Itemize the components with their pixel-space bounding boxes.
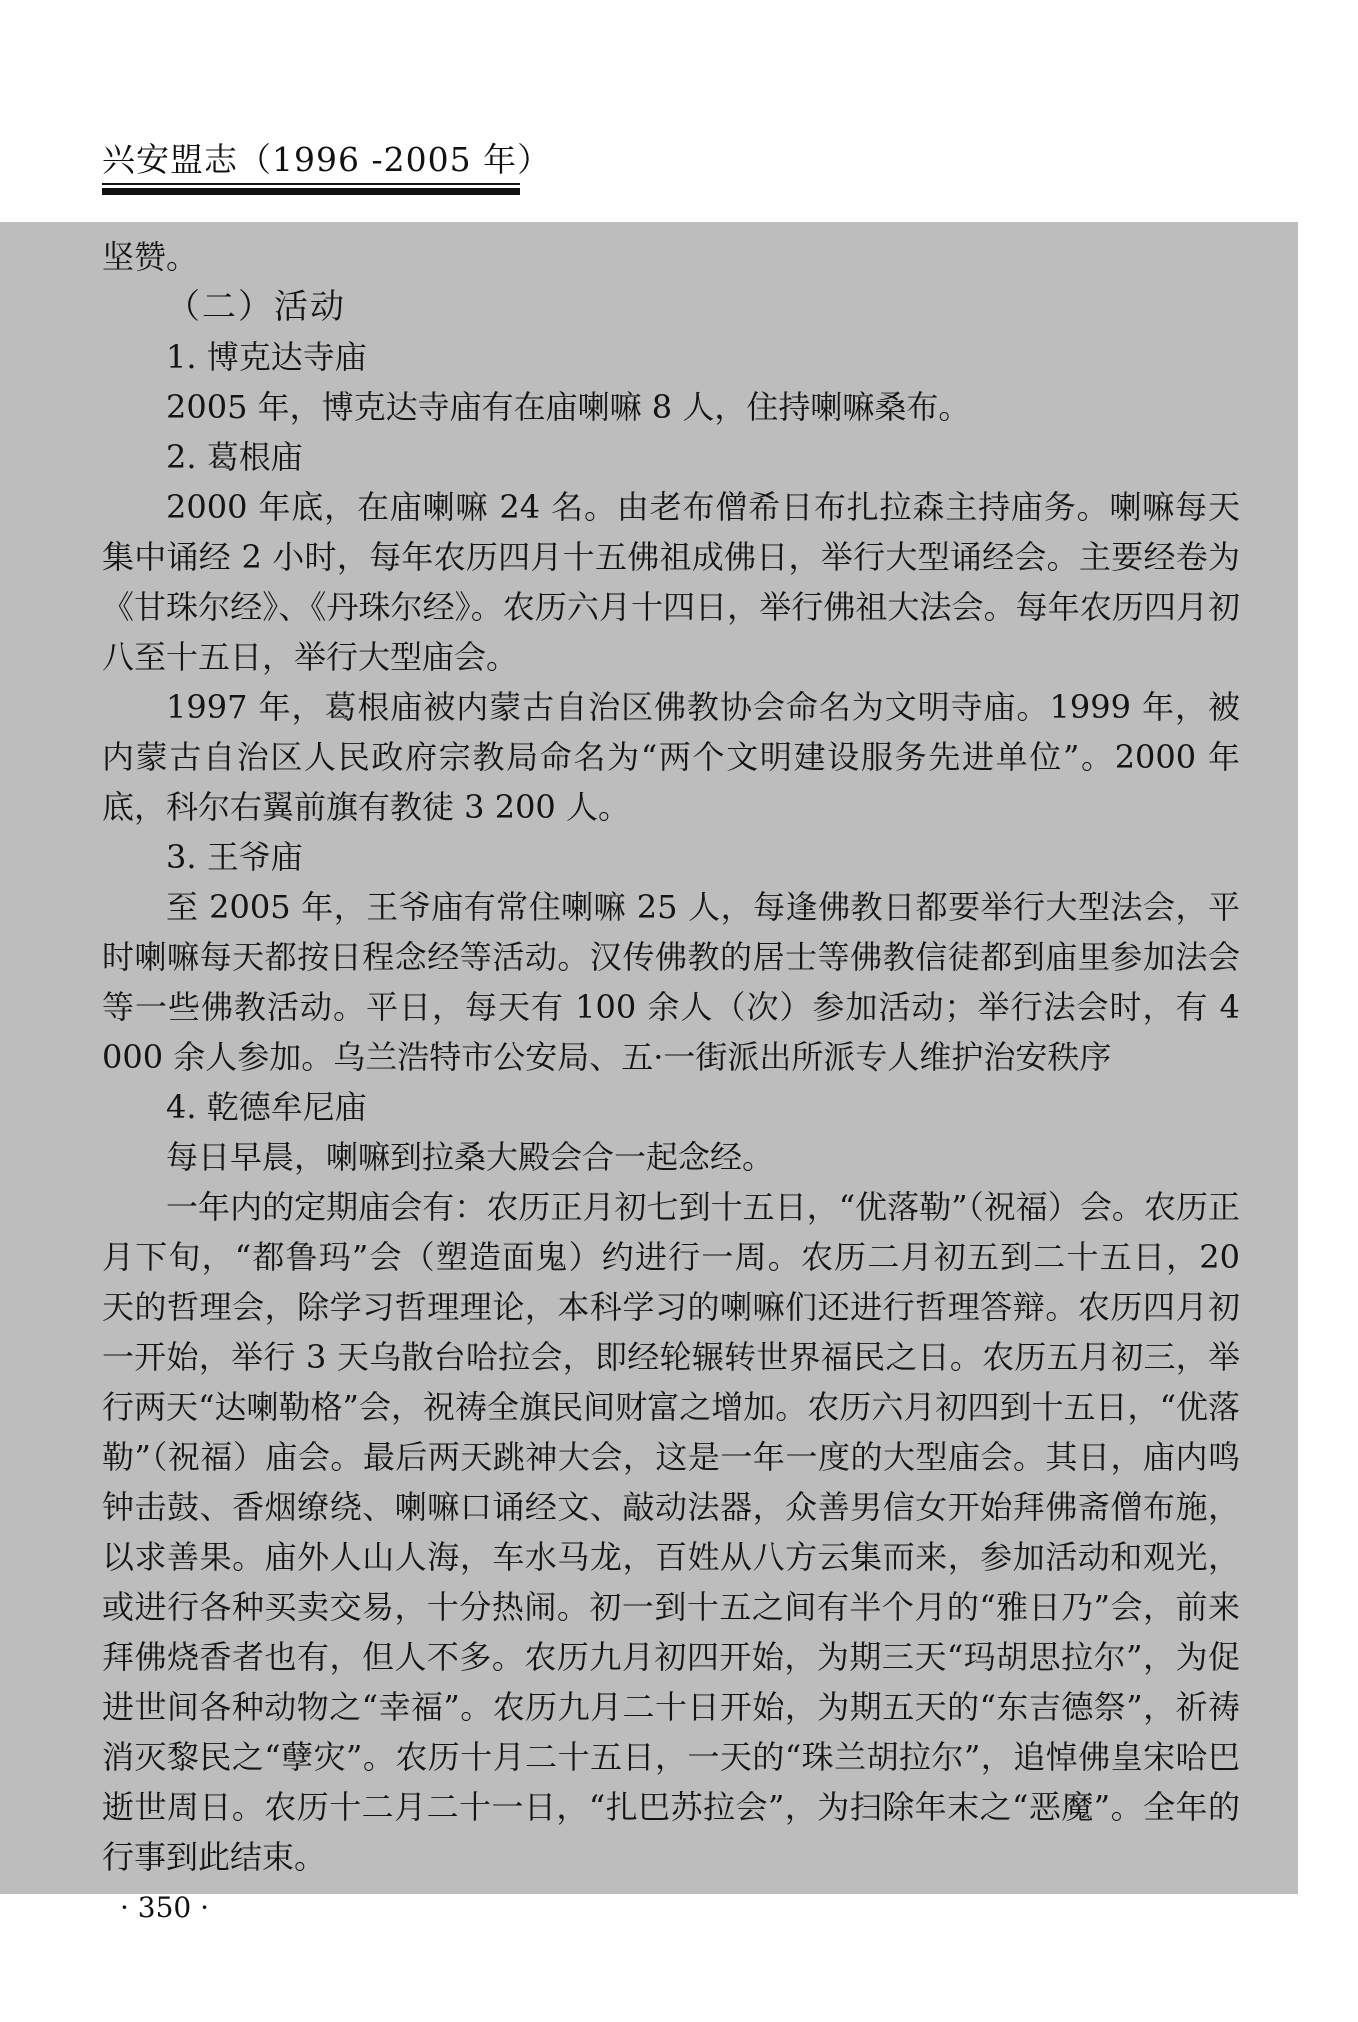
- paragraph-qiande-festivals: 一年内的定期庙会有：农历正月初七到十五日，“优落勒”（祝福）会。农历正月下旬，“都鲁玛”会（塑造面鬼）约进行一周。农历二月初五到二十五日，20 天的哲理会，除学习哲理理论，本科学习的喇嘛们还进行哲理答辩。农历四月初一开始，举行 3 天乌散台哈拉会，即经轮辗转世界福民之日。农历五月初三，举行两天“达喇勒格”会，祝祷全旗民间财富之增加。农历六月初四到十五日，“优落勒”（祝福）庙会。最后两天跳神大会，这是一年一度的大型庙会。其日，庙内鸣钟击鼓、香烟缭绕、喇嘛口诵经文、敲动法器，众善男信女开始拜佛斋僧布施，以求善果。庙外人山人海，车水马龙，百姓从八方云集而来，参加活动和观光，或进行各种买卖交易，十分热闹。初一到十五之间有半个月的“雅日乃”会，前来拜佛烧香者也有，但人不多。农历九月初四开始，为期三天“玛胡思拉尔”，为促进世间各种动物之“幸福”。农历九月二十日开始，为期五天的“东吉德祭”，祈祷消灭黎民之“孽灾”。农历十月二十五日，一天的“珠兰胡拉尔”，追悼佛皇宋哈巴逝世周日。农历十二月二十一日，“扎巴苏拉会”，为扫除年末之“恶魔”。全年的行事到此结束。: [102, 1188, 1240, 1876]
- paragraph-bokeda-temple: 2005 年，博克达寺庙有在庙喇嘛 8 人，住持喇嘛桑布。: [166, 388, 971, 426]
- header-rule-thin: [102, 183, 520, 185]
- subheading-gegen-temple: 2. 葛根庙: [166, 438, 303, 476]
- paragraph-wangye-temple: 至 2005 年，王爷庙有常住喇嘛 25 人，每逢佛教日都要举行大型法会，平时喇嘛每天都按日程念经等活动。汉传佛教的居士等佛教信徒都到庙里参加法会等一些佛教活动。平日，每天有 100 余人（次）参加活动；举行法会时，有 4 000 余人参加。乌兰浩特市公安局、五·一街派出所派专人维护治安秩序: [102, 888, 1240, 1076]
- running-header: 兴安盟志（1996 -2005 年）: [102, 140, 552, 179]
- subheading-bokeda-temple: 1. 博克达寺庙: [166, 338, 367, 376]
- subheading-qiande-temple: 4. 乾德牟尼庙: [166, 1088, 367, 1126]
- header-rule-thick: [102, 188, 520, 195]
- page-number: · 350 ·: [120, 1891, 210, 1924]
- paragraph-continuation: 坚赞。: [102, 238, 199, 276]
- paragraph-gegen-temple-activities: 2000 年底，在庙喇嘛 24 名。由老布僧希日布扎拉森主持庙务。喇嘛每天集中诵经 2 小时，每年农历四月十五佛祖成佛日，举行大型诵经会。主要经卷为《甘珠尔经》、《丹珠尔经》。农历六月十四日，举行佛祖大法会。每年农历四月初八至十五日，举行大型庙会。: [102, 488, 1240, 676]
- body-text: [102, 232, 1240, 1882]
- paragraph-gegen-temple-honors: 1997 年，葛根庙被内蒙古自治区佛教协会命名为文明寺庙。1999 年，被内蒙古自治区人民政府宗教局命名为“两个文明建设服务先进单位”。2000 年底，科尔右翼前旗有教徒 3 200 人。: [102, 688, 1240, 826]
- section-heading: （二）活动: [166, 287, 346, 327]
- subheading-wangye-temple: 3. 王爷庙: [166, 838, 303, 876]
- paragraph-qiande-daily: 每日早晨，喇嘛到拉桑大殿会合一起念经。: [166, 1138, 775, 1176]
